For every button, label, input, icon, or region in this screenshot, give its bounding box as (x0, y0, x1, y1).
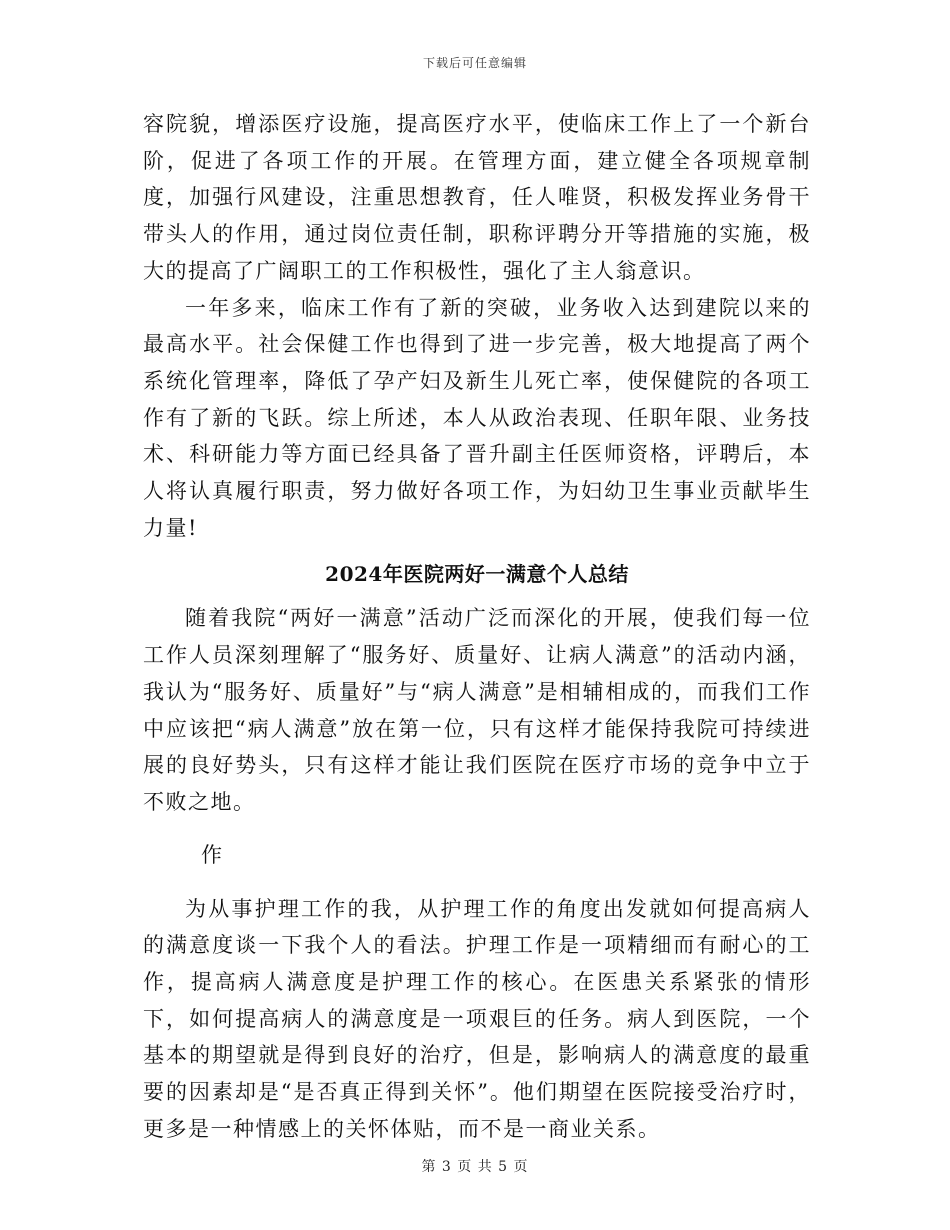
body-paragraph-continued: 容院貌，增添医疗设施，提高医疗水平，使临床工作上了一个新台阶，促进了各项工作的开展。在管理方面，建立健全各项规章制度，加强行风建设，注重思想教育，任人唯贤，积极发挥业务骨干带头人的作用，通过岗位责任制，职称评聘分开等措施的实施，极大的提高了广阔职工的工作积极性，强化了主人翁意识。 (143, 112, 811, 283)
body-paragraph-summary: 一年多来，临床工作有了新的突破，业务收入达到建院以来的最高水平。社会保健工作也得到了进一步完善，极大地提高了两个系统化管理率，降低了孕产妇及新生儿死亡率，使保健院的各项工作有了新的飞跃。综上所述，本人从政治表现、任职年限、业务技术、科研能力等方面已经具备了晋升副主任医师资格，评聘后，本人将认真履行职责，努力做好各项工作，为妇幼卫生事业贡献毕生力量! (143, 295, 811, 540)
section-title: 2024年医院两好一满意个人总结 (325, 562, 629, 587)
document-body (143, 106, 811, 1148)
body-short-line: 作 (201, 842, 222, 867)
body-paragraph-intro: 随着我院“两好一满意”活动广泛而深化的开展，使我们每一位工作人员深刻理解了“服务好、质量好、让病人满意”的活动内涵，我认为“服务好、质量好”与“病人满意”是相辅相成的，而我们工作中应该把“病人满意”放在第一位，只有这样才能保持我院可持续进展的良好势头，只有这样才能让我们医院在医疗市场的竞争中立于不败之地。 (143, 606, 811, 814)
body-paragraph-nursing: 为从事护理工作的我，从护理工作的角度出发就如何提高病人的满意度谈一下我个人的看法。护理工作是一项精细而有耐心的工作，提高病人满意度是护理工作的核心。在医患关系紧张的情形下，如何提高病人的满意度是一项艰巨的任务。病人到医院，一个基本的期望就是得到良好的治疗，但是，影响病人的满意度的最重要的因素却是“是否真正得到关怀”。他们期望在医院接受治疗时，更多是一种情感上的关怀体贴，而不是一商业关系。 (143, 896, 811, 1141)
page-number: 第 3 页 共 5 页 (421, 1159, 529, 1175)
page-header: 下载后可任意编辑 (422, 56, 527, 70)
